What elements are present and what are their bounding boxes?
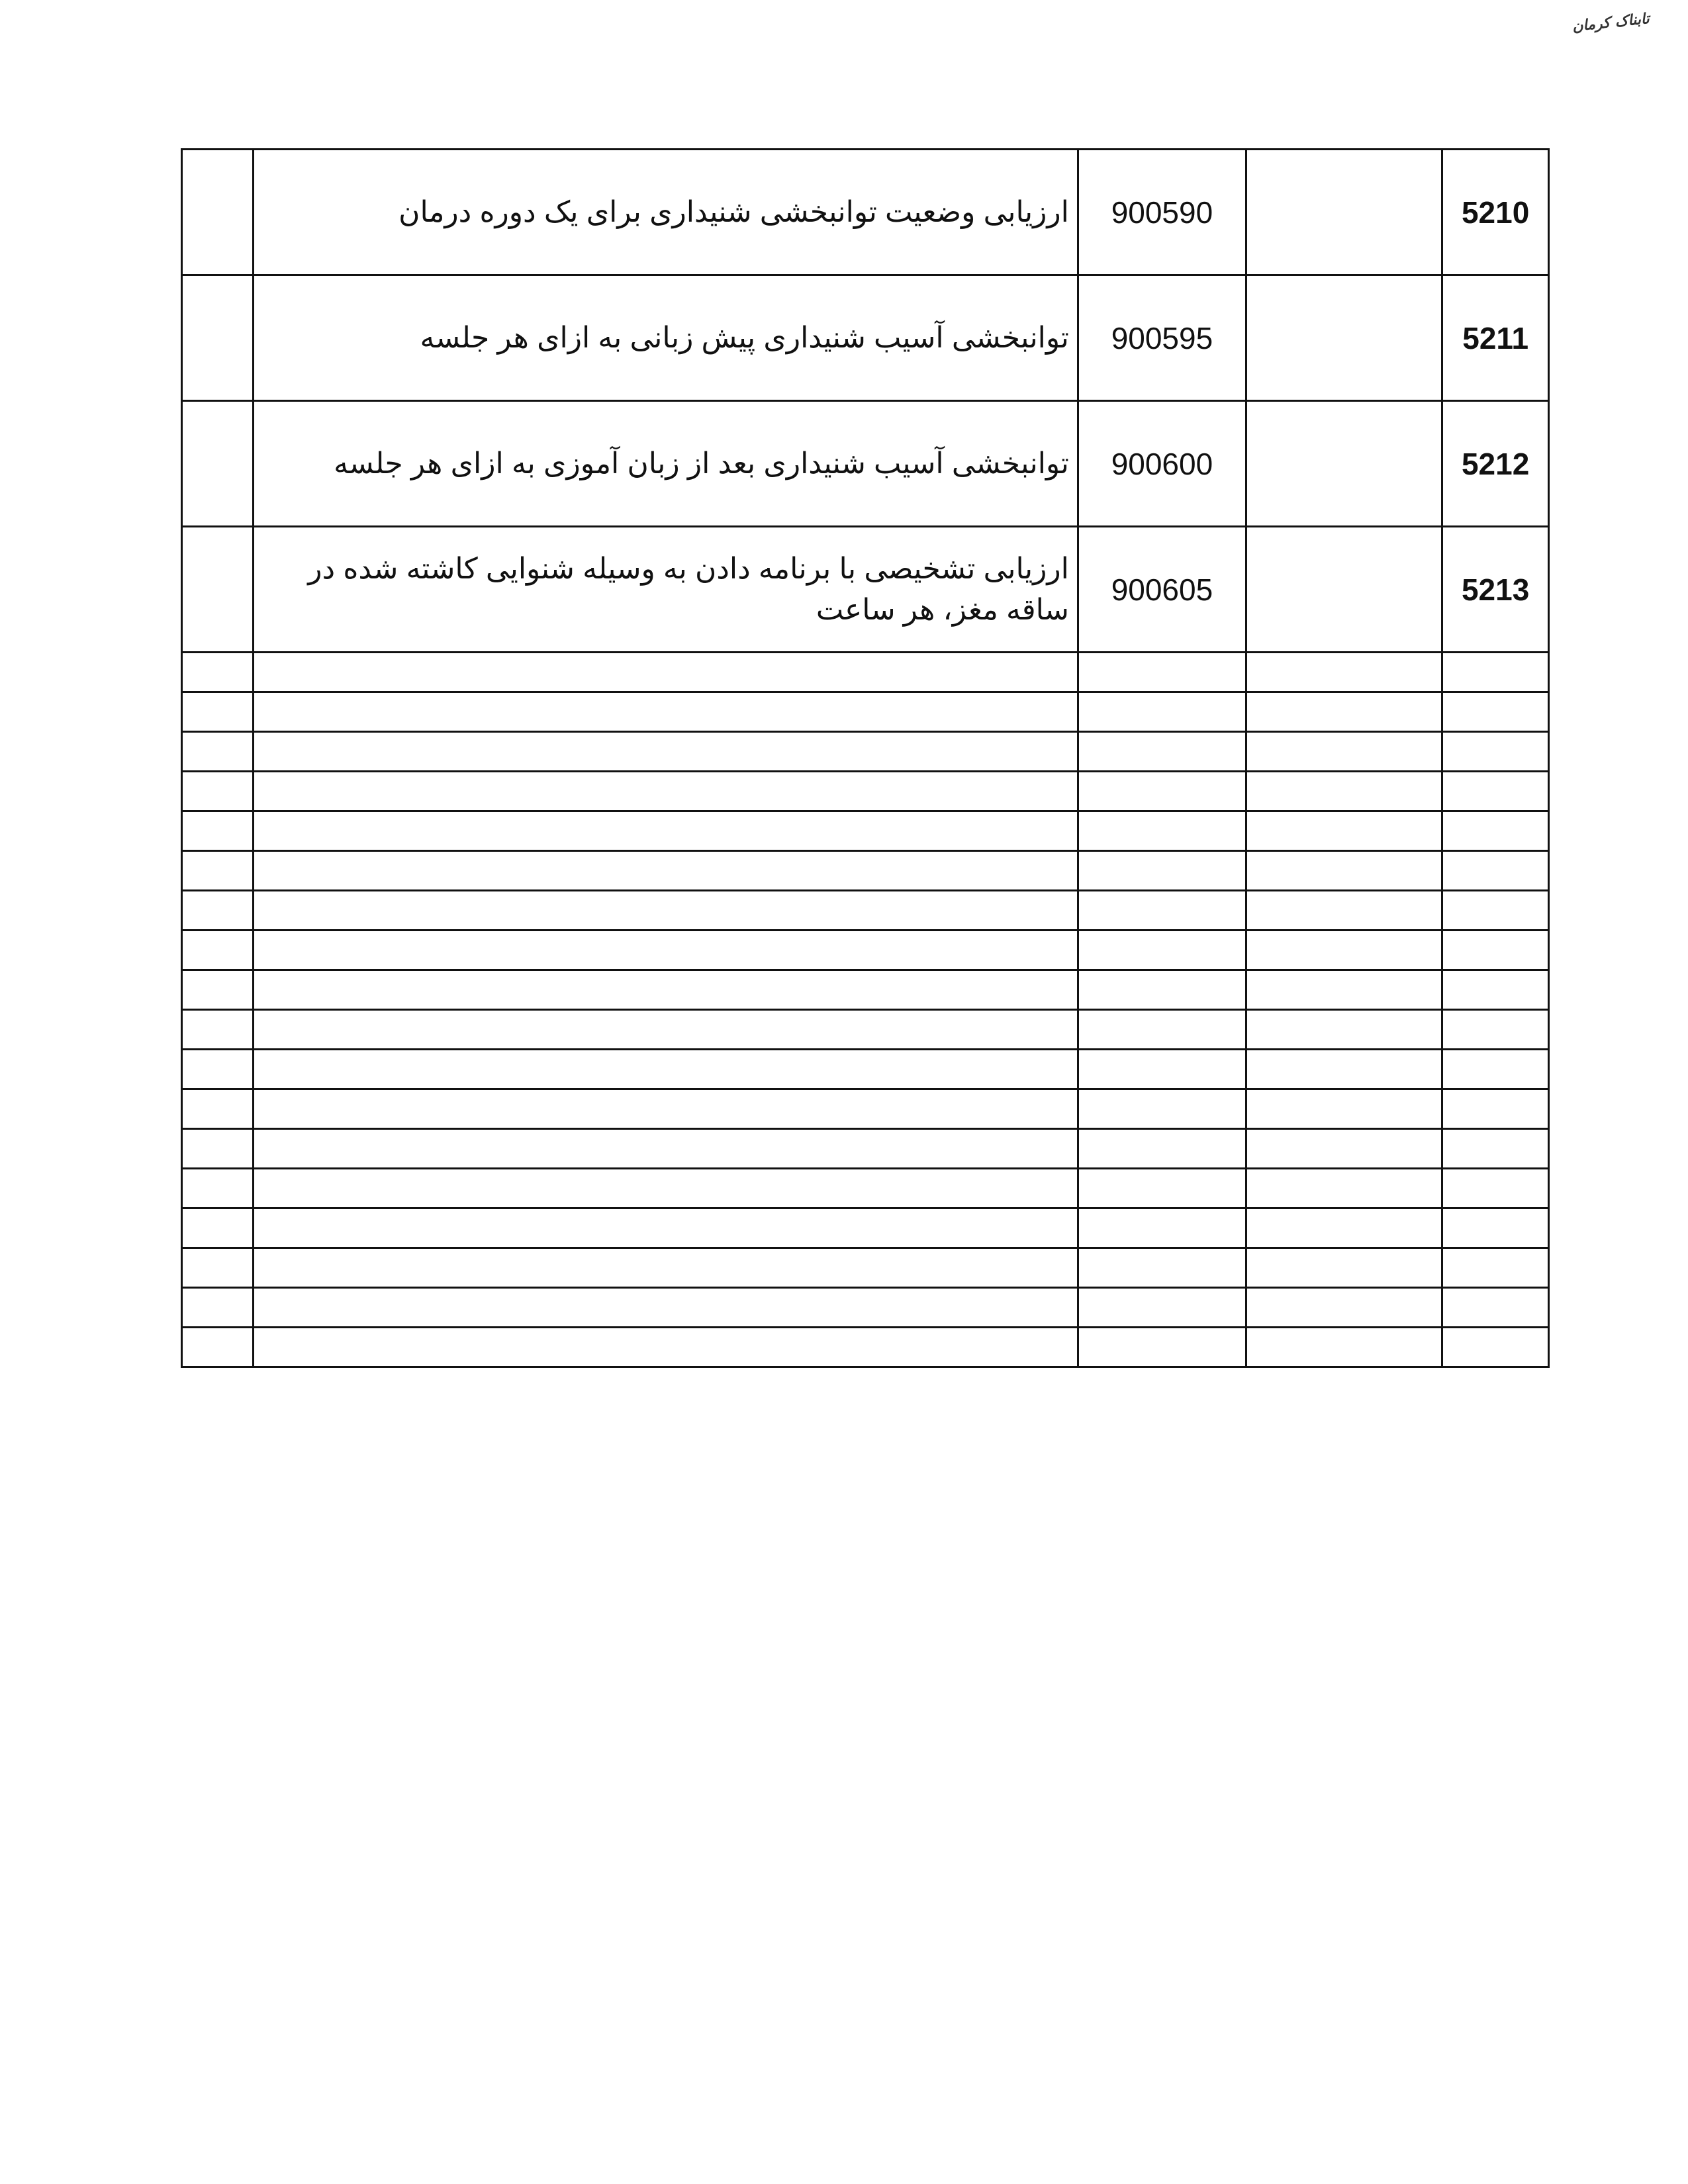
empty-cell xyxy=(182,275,254,401)
description-cell: توانبخشی آسیب شنیداری بعد از زبان آموزی به ازای هر جلسه xyxy=(254,401,1078,527)
empty-cell xyxy=(1442,1288,1549,1328)
empty-cell xyxy=(1442,1010,1549,1050)
empty-cell xyxy=(182,1050,254,1089)
empty-cell xyxy=(182,1328,254,1367)
empty-cell xyxy=(254,811,1078,851)
blank-row xyxy=(182,1208,1549,1248)
blank-row xyxy=(182,1328,1549,1367)
row-number-cell: 5211 xyxy=(1442,275,1549,401)
empty-cell xyxy=(1246,732,1442,772)
empty-cell xyxy=(1246,1129,1442,1169)
empty-cell xyxy=(1246,811,1442,851)
empty-cell xyxy=(182,970,254,1010)
code-cell: 900595 xyxy=(1078,275,1246,401)
empty-cell xyxy=(1246,692,1442,732)
empty-cell xyxy=(254,1050,1078,1089)
empty-cell xyxy=(182,732,254,772)
empty-cell xyxy=(182,527,254,653)
empty-cell xyxy=(1442,1169,1549,1208)
description-cell: ارزیابی وضعیت توانبخشی شنیداری برای یک دوره درمان xyxy=(254,150,1078,275)
empty-cell xyxy=(1078,732,1246,772)
empty-cell xyxy=(182,1010,254,1050)
empty-cell xyxy=(1078,692,1246,732)
empty-cell xyxy=(254,732,1078,772)
empty-cell xyxy=(1078,772,1246,811)
empty-cell xyxy=(182,1089,254,1129)
empty-cell xyxy=(1442,811,1549,851)
code-cell: 900605 xyxy=(1078,527,1246,653)
blank-row xyxy=(182,1169,1549,1208)
blank-row xyxy=(182,931,1549,970)
empty-cell xyxy=(254,1169,1078,1208)
empty-cell xyxy=(1078,851,1246,891)
empty-cell xyxy=(1442,851,1549,891)
empty-cell xyxy=(1442,1328,1549,1367)
empty-cell xyxy=(1246,1208,1442,1248)
empty-cell xyxy=(182,150,254,275)
empty-cell xyxy=(1442,1129,1549,1169)
empty-cell xyxy=(1442,692,1549,732)
empty-cell xyxy=(182,931,254,970)
table-row xyxy=(182,401,1549,527)
blank-row xyxy=(182,692,1549,732)
empty-cell xyxy=(1442,653,1549,692)
empty-cell xyxy=(1246,150,1442,275)
empty-cell xyxy=(1246,1288,1442,1328)
tariff-table xyxy=(181,148,1550,1368)
empty-cell xyxy=(254,970,1078,1010)
empty-cell xyxy=(1246,653,1442,692)
description-cell: ارزیابی تشخیصی با برنامه دادن به وسیله شنوایی کاشته شده در ساقه مغز، هر ساعت xyxy=(254,527,1078,653)
row-number-cell: 5210 xyxy=(1442,150,1549,275)
empty-cell xyxy=(1078,1288,1246,1328)
blank-row xyxy=(182,732,1549,772)
empty-cell xyxy=(1442,1089,1549,1129)
table-row xyxy=(182,150,1549,275)
blank-row xyxy=(182,1010,1549,1050)
empty-cell xyxy=(254,653,1078,692)
empty-cell xyxy=(182,1288,254,1328)
empty-cell xyxy=(1246,891,1442,931)
blank-row xyxy=(182,1050,1549,1089)
empty-cell xyxy=(1078,1208,1246,1248)
empty-cell xyxy=(254,1208,1078,1248)
blank-row xyxy=(182,1089,1549,1129)
empty-cell xyxy=(182,653,254,692)
empty-cell xyxy=(182,851,254,891)
empty-cell xyxy=(254,851,1078,891)
empty-cell xyxy=(1246,1248,1442,1288)
empty-cell xyxy=(1442,891,1549,931)
empty-cell xyxy=(1442,970,1549,1010)
empty-cell xyxy=(254,1129,1078,1169)
blank-row xyxy=(182,653,1549,692)
row-number-cell: 5213 xyxy=(1442,527,1549,653)
empty-cell xyxy=(182,1248,254,1288)
empty-cell xyxy=(254,1288,1078,1328)
description-cell: توانبخشی آسیب شنیداری پیش زبانی به ازای هر جلسه xyxy=(254,275,1078,401)
empty-cell xyxy=(182,1169,254,1208)
empty-cell xyxy=(1246,1328,1442,1367)
empty-cell xyxy=(1078,811,1246,851)
empty-cell xyxy=(1078,1050,1246,1089)
empty-cell xyxy=(1078,891,1246,931)
watermark-logo: تابناک کرمان xyxy=(1571,10,1650,36)
empty-cell xyxy=(254,931,1078,970)
empty-cell xyxy=(1442,1208,1549,1248)
empty-cell xyxy=(182,1129,254,1169)
table-row xyxy=(182,527,1549,653)
empty-cell xyxy=(182,772,254,811)
empty-cell xyxy=(1442,1248,1549,1288)
empty-cell xyxy=(254,772,1078,811)
blank-row xyxy=(182,811,1549,851)
empty-cell xyxy=(182,1208,254,1248)
blank-row xyxy=(182,1248,1549,1288)
empty-cell xyxy=(254,692,1078,732)
empty-cell xyxy=(1246,1050,1442,1089)
empty-cell xyxy=(1246,851,1442,891)
empty-cell xyxy=(254,1089,1078,1129)
empty-cell xyxy=(1442,931,1549,970)
empty-cell xyxy=(1078,931,1246,970)
empty-cell xyxy=(1246,931,1442,970)
empty-cell xyxy=(182,811,254,851)
blank-row xyxy=(182,891,1549,931)
empty-cell xyxy=(254,891,1078,931)
table-row xyxy=(182,275,1549,401)
empty-cell xyxy=(1078,1010,1246,1050)
code-cell: 900590 xyxy=(1078,150,1246,275)
empty-cell xyxy=(1442,1050,1549,1089)
empty-cell xyxy=(1078,653,1246,692)
blank-row xyxy=(182,970,1549,1010)
code-cell: 900600 xyxy=(1078,401,1246,527)
empty-cell xyxy=(182,692,254,732)
empty-cell xyxy=(1078,1089,1246,1129)
empty-cell xyxy=(1078,1328,1246,1367)
empty-cell xyxy=(254,1248,1078,1288)
empty-cell xyxy=(254,1010,1078,1050)
empty-cell xyxy=(1078,1248,1246,1288)
empty-cell xyxy=(1246,1010,1442,1050)
blank-row xyxy=(182,851,1549,891)
blank-row xyxy=(182,1288,1549,1328)
empty-cell xyxy=(1078,1169,1246,1208)
empty-cell xyxy=(1246,275,1442,401)
blank-row xyxy=(182,772,1549,811)
empty-cell xyxy=(1078,1129,1246,1169)
empty-cell xyxy=(1442,772,1549,811)
empty-cell xyxy=(1246,401,1442,527)
empty-cell xyxy=(1442,732,1549,772)
empty-cell xyxy=(254,1328,1078,1367)
empty-cell xyxy=(1078,970,1246,1010)
empty-cell xyxy=(1246,1089,1442,1129)
empty-cell xyxy=(1246,772,1442,811)
empty-cell xyxy=(1246,970,1442,1010)
empty-cell xyxy=(182,891,254,931)
blank-row xyxy=(182,1129,1549,1169)
row-number-cell: 5212 xyxy=(1442,401,1549,527)
empty-cell xyxy=(1246,1169,1442,1208)
empty-cell xyxy=(1246,527,1442,653)
empty-cell xyxy=(182,401,254,527)
